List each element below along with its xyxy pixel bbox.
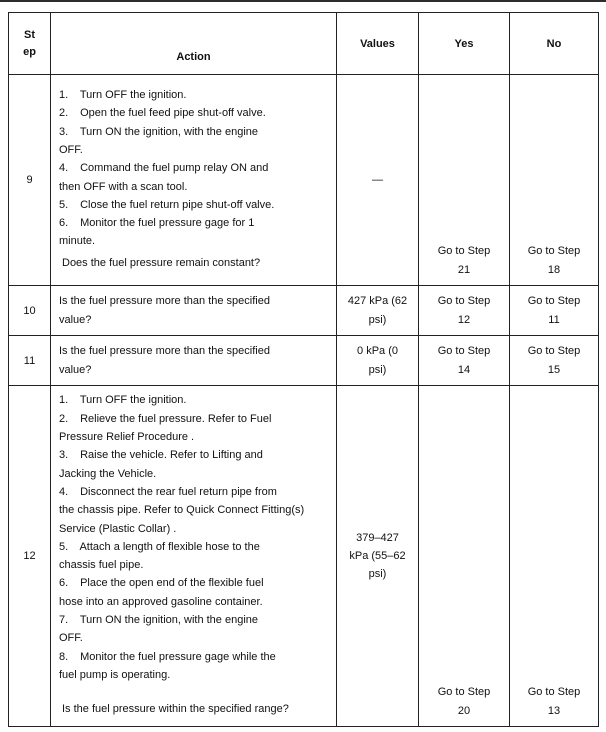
values-dash: — xyxy=(372,174,383,186)
values-cell xyxy=(337,75,419,286)
goto-step-number[interactable]: 20 xyxy=(457,704,471,717)
yes-cell xyxy=(419,286,510,336)
yes-cell xyxy=(419,386,510,727)
goto-step-number[interactable]: 21 xyxy=(457,263,471,276)
action-line: 2. Open the fuel feed pipe shut-off valve. xyxy=(59,107,266,120)
diagnostic-table xyxy=(8,12,599,727)
action-line: 7. Turn ON the ignition, with the engine xyxy=(59,614,258,627)
goto-step-link[interactable]: Go to Step xyxy=(527,686,581,699)
goto-step-number[interactable]: 11 xyxy=(548,313,560,326)
action-line: 1. Turn OFF the ignition. xyxy=(59,89,187,102)
value-line: psi) xyxy=(368,313,387,326)
goto-step-link[interactable]: Go to Step xyxy=(437,245,491,258)
action-line: hose into an approved gasoline container. xyxy=(59,595,263,608)
value-line: 427 kPa (62 xyxy=(347,295,408,308)
value-line: psi) xyxy=(368,363,387,376)
header-values: Values xyxy=(337,13,419,75)
header-action: Action xyxy=(51,13,337,75)
goto-step-link[interactable]: Go to Step xyxy=(527,345,581,358)
action-cell xyxy=(51,286,337,336)
top-rule xyxy=(0,0,606,2)
goto-step-number[interactable]: 15 xyxy=(547,363,561,376)
header-step-line: St xyxy=(24,28,35,41)
header-yes: Yes xyxy=(419,13,510,75)
header-step xyxy=(9,13,51,75)
header-no: No xyxy=(510,13,599,75)
step-number: 9 xyxy=(9,75,51,286)
value-line: 0 kPa (0 xyxy=(357,345,398,358)
goto-step-link[interactable]: Go to Step xyxy=(527,245,581,258)
value-line: 379–427 xyxy=(356,531,399,544)
action-line: 5. Close the fuel return pipe shut-off valve. xyxy=(59,198,275,211)
no-cell xyxy=(510,286,599,336)
header-row xyxy=(9,13,599,75)
action-line: OFF. xyxy=(59,143,83,156)
action-cell xyxy=(51,386,337,727)
goto-step-number[interactable]: 14 xyxy=(457,363,471,376)
yes-cell xyxy=(419,75,510,286)
action-line: 6. Place the open end of the flexible fuel xyxy=(59,577,264,590)
action-line: 3. Turn ON the ignition, with the engine xyxy=(59,125,258,138)
action-question-line: Is the fuel pressure more than the specified xyxy=(59,345,270,358)
table-row xyxy=(9,286,599,336)
yes-cell xyxy=(419,336,510,386)
table-row xyxy=(9,336,599,386)
goto-step-link[interactable]: Go to Step xyxy=(437,686,491,699)
action-line: fuel pump is operating. xyxy=(59,668,171,681)
action-line: Pressure Relief Procedure . xyxy=(59,431,195,444)
action-cell xyxy=(51,75,337,286)
action-line: 1. Turn OFF the ignition. xyxy=(59,394,187,407)
action-line: 4. Command the fuel pump relay ON and xyxy=(59,162,269,175)
step-number: 12 xyxy=(9,386,51,727)
no-cell xyxy=(510,386,599,727)
action-question: Is the fuel pressure within the specified range? xyxy=(62,703,289,716)
action-line: then OFF with a scan tool. xyxy=(59,180,188,193)
action-line: minute. xyxy=(59,235,96,248)
goto-step-link[interactable]: Go to Step xyxy=(437,345,491,358)
action-line: 2. Relieve the fuel pressure. Refer to Fuel xyxy=(59,412,272,425)
action-cell xyxy=(51,336,337,386)
action-line: 6. Monitor the fuel pressure gage for 1 xyxy=(59,217,255,230)
action-question-line: value? xyxy=(59,313,92,326)
action-line: the chassis pipe. Refer to Quick Connect Fitting(s) xyxy=(59,504,305,517)
values-cell xyxy=(337,286,419,336)
goto-step-number[interactable]: 18 xyxy=(547,263,561,276)
values-cell xyxy=(337,386,419,727)
header-step-line: ep xyxy=(23,45,36,58)
step-number: 10 xyxy=(9,286,51,336)
goto-step-link[interactable]: Go to Step xyxy=(527,295,581,308)
action-line: 5. Attach a length of flexible hose to the xyxy=(59,540,260,553)
action-line: OFF. xyxy=(59,632,83,645)
no-cell xyxy=(510,336,599,386)
action-line: 4. Disconnect the rear fuel return pipe from xyxy=(59,485,277,498)
goto-step-number[interactable]: 12 xyxy=(457,313,471,326)
table-row xyxy=(9,75,599,286)
action-question: Does the fuel pressure remain constant? xyxy=(62,256,261,269)
table-row xyxy=(9,386,599,727)
action-question-line: Is the fuel pressure more than the specified xyxy=(59,295,270,308)
step-number: 11 xyxy=(9,336,51,386)
value-line: kPa (55–62 xyxy=(349,549,406,562)
goto-step-link[interactable]: Go to Step xyxy=(437,295,491,308)
action-line: 3. Raise the vehicle. Refer to Lifting and xyxy=(59,449,263,462)
action-line: chassis fuel pipe. xyxy=(59,559,144,572)
action-question-line: value? xyxy=(59,363,92,376)
action-line: Service (Plastic Collar) . xyxy=(59,522,177,535)
values-cell xyxy=(337,336,419,386)
goto-step-number[interactable]: 13 xyxy=(547,704,561,717)
no-cell xyxy=(510,75,599,286)
action-line: Jacking the Vehicle. xyxy=(59,467,157,480)
value-line: psi) xyxy=(368,568,387,581)
action-line: 8. Monitor the fuel pressure gage while the xyxy=(59,650,276,663)
